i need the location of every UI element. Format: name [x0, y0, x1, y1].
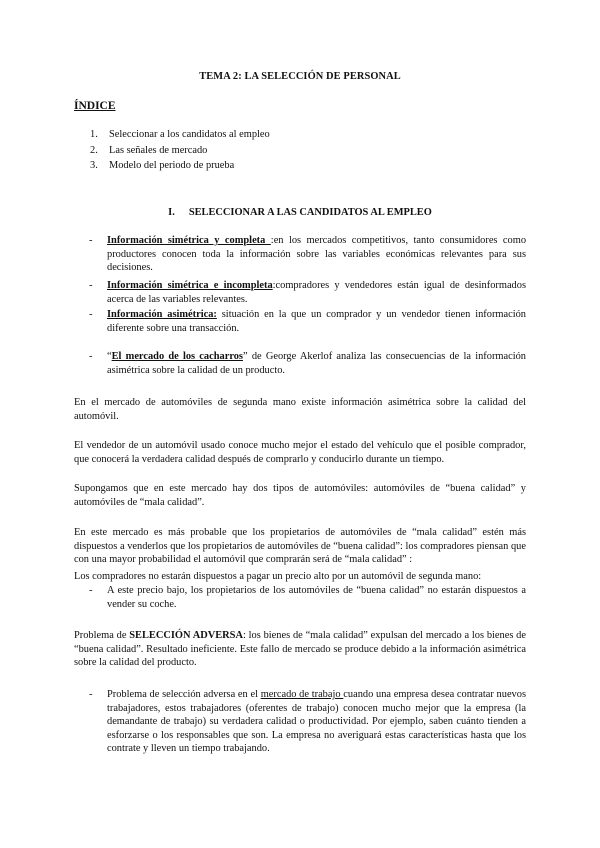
- index-item-number: 2.: [90, 144, 98, 156]
- bullet-term: mercado de trabajo: [260, 689, 344, 700]
- paragraph: Los compradores no estarán dispuestos a pagar un precio alto por un automóvil de segunda mano:: [74, 571, 482, 582]
- bullet-lead: Problema de selección adversa en el: [107, 689, 261, 700]
- bullet-item: [89, 688, 526, 756]
- bullet-dash: -: [89, 309, 93, 320]
- index-item: [90, 159, 510, 175]
- section-heading: [0, 206, 600, 220]
- index-item-text: Las señales de mercado: [109, 144, 208, 156]
- page-title: TEMA 2: LA SELECCIÓN DE PERSONAL: [199, 71, 401, 82]
- bullet-text: A este precio bajo, los propietarios de los automóviles de “buena calidad” no estarán dispuestos a vender su coche.: [107, 585, 526, 610]
- paragraph: Supongamos que en este mercado hay dos tipos de automóviles: automóviles de “buena calidad” y automóviles de “mala calidad”.: [74, 483, 526, 508]
- open-quote: “: [107, 351, 112, 362]
- bullet-term: Información asimétrica:: [107, 309, 217, 320]
- bullet-body: situación en la que un comprador y un vendedor tienen información diferente sobre una transacción.: [107, 309, 526, 334]
- bullet-dash: -: [89, 280, 93, 291]
- bullet-body: en los mercados competitivos, tanto consumidores como productores conocen toda la información sobre las variables económicas relevantes para sus decisiones.: [107, 235, 527, 274]
- bullet-item: [89, 584, 526, 611]
- index-heading: ÍNDICE: [74, 100, 116, 112]
- section-number: I.: [168, 207, 175, 218]
- paragraph-rest: : los bienes de “mala calidad” expulsan del mercado a los bienes de “buena calidad”. Resultado ineficiente. Este fallo de mercado se produce debido a la información asimétrica sobre la calidad del producto.: [74, 630, 526, 669]
- bullet-dash: -: [89, 689, 93, 700]
- bullet-dash: -: [89, 585, 93, 596]
- paragraph: En este mercado es más probable que los propietarios de automóviles de “mala calidad” estén más dispuestos a venderlos que los propietarios de automóviles de “buena calidad”: los compradores piensan que con una mayor probabilidad el automóvil que comprarán será de “mala calidad” :: [74, 527, 526, 566]
- bullet-body: ” de George Akerlof analiza las consecuencias de la información asimétrica sobre la calidad de un producto.: [107, 351, 526, 376]
- paragraph: El vendedor de un automóvil usado conoce mucho mejor el estado del vehículo que el posible comprador, que conocerá la verdadera calidad después de comprarlo y conducirlo durante un tiempo.: [74, 440, 526, 465]
- index-list: [90, 128, 510, 175]
- bullet-text: [107, 308, 526, 335]
- bullet-colon: :: [270, 235, 274, 246]
- bullet-item: [89, 279, 526, 306]
- bullet-item: [89, 308, 526, 335]
- paragraph: [74, 629, 526, 670]
- paragraph-term: SELECCIÓN ADVERSA: [129, 630, 243, 641]
- index-item: [90, 128, 510, 144]
- bullet-text: [107, 279, 526, 306]
- bullet-dash: -: [89, 351, 93, 362]
- paragraph: En el mercado de automóviles de segunda mano existe información asimétrica sobre la calidad del automóvil.: [74, 397, 526, 422]
- bullet-dash: -: [89, 235, 93, 246]
- bullet-term: El mercado de los cacharros: [111, 351, 243, 362]
- index-item-number: 3.: [90, 160, 98, 172]
- bullet-text: [107, 234, 526, 275]
- bullet-body: compradores y vendedores están igual de desinformados acerca de las variables relevantes.: [107, 280, 526, 305]
- bullet-term: Información simétrica y completa: [107, 235, 271, 246]
- bullet-item: [89, 234, 526, 275]
- bullet-body: cuando una empresa desea contratar nuevos trabajadores, estos trabajadores (oferentes de trabajo) conocen mucho mejor que la empresa (la demandante de trabajo) su verdadera calidad o productividad. Por ejemplo, saben cuánto tienden a esforzarse o los responsables que son. La empresa no averiguará estas características hasta que los contrate y lleven un tiempo trabajando.: [107, 689, 526, 755]
- bullet-colon: :: [272, 280, 276, 291]
- index-item: [90, 144, 510, 160]
- bullet-item: [89, 350, 526, 377]
- index-item-text: Modelo del periodo de prueba: [109, 160, 235, 172]
- paragraph-lead: Problema de: [74, 630, 130, 641]
- bullet-text: [107, 350, 526, 377]
- section-title-text: SELECCIONAR A LAS CANDIDATOS AL EMPLEO: [188, 207, 432, 218]
- index-item-text: Seleccionar a los candidatos al empleo: [109, 129, 270, 140]
- index-item-number: 1.: [90, 129, 98, 140]
- bullet-term: Información simétrica e incompleta: [107, 280, 273, 291]
- bullet-text: [107, 688, 526, 756]
